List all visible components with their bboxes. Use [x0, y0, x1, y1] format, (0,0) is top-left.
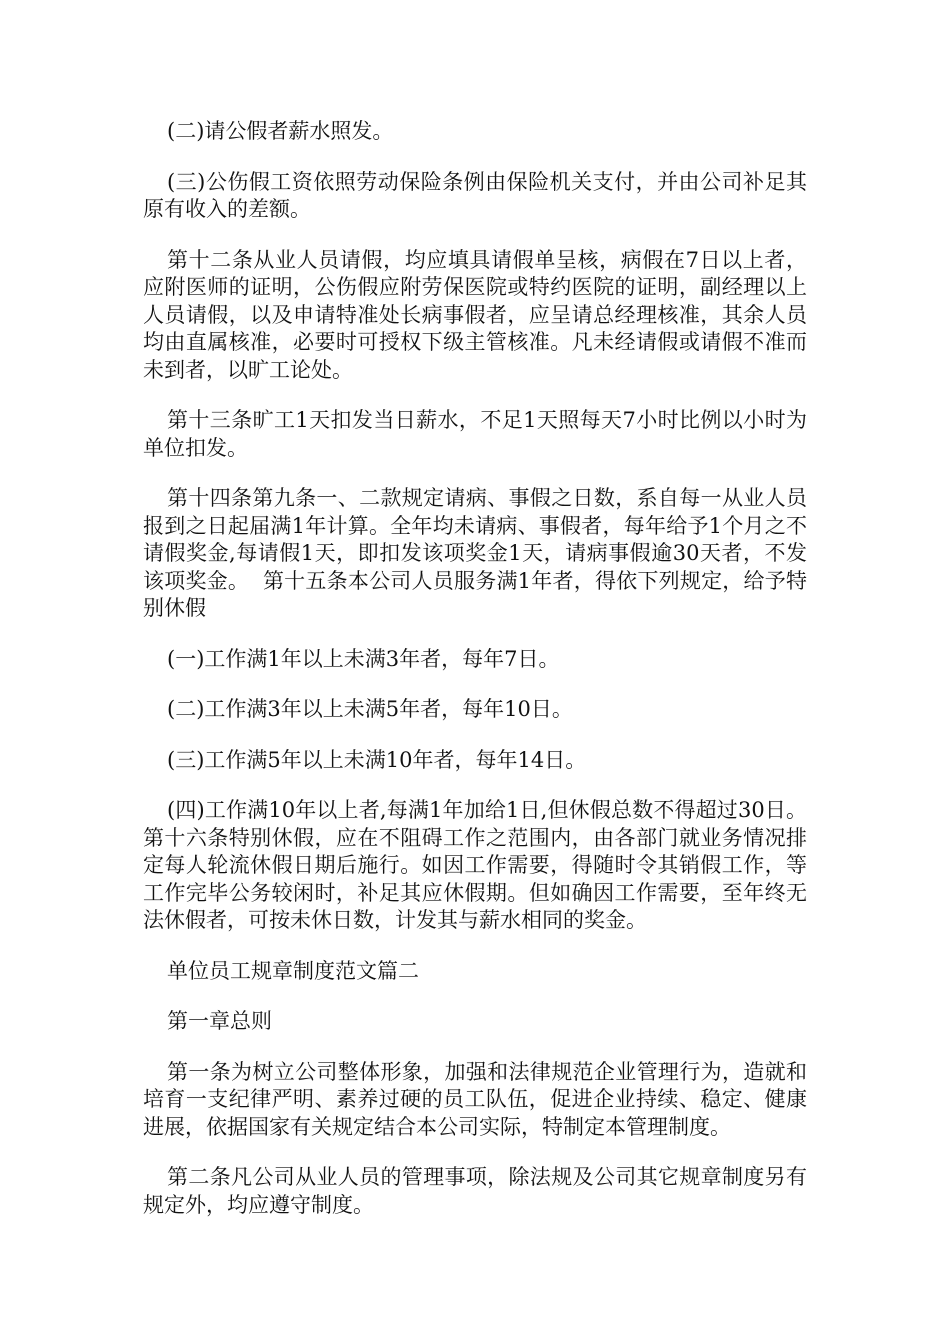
paragraph-article-2: 第二条凡公司从业人员的管理事项，除法规及公司其它规章制度另有规定外，均应遵守制度。 [143, 1165, 807, 1217]
paragraph-public-leave-pay: (二)请公假者薪水照发。 [167, 119, 394, 143]
paragraph-article-14-15: 第十四条第九条一、二款规定请病、事假之日数，系自每一从业人员报到之日起届满1年计算。全年均未请病、事假者，每年给予1个月之不请假奖金,每请假1天，即扣发该项奖金1天，请病事假逾30天者，不发该项奖金。 第十五条本公司人员服务满1年者，得依下列规定，给予特别休假 [143, 486, 807, 620]
document-body [143, 118, 807, 1242]
chapter-heading-general: 第一章总则 [167, 1009, 272, 1033]
paragraph-article-1: 第一条为树立公司整体形象，加强和法律规范企业管理行为，造就和培育一支纪律严明、素养过硬的员工队伍，促进企业持续、稳定、健康进展，依据国家有关规定结合本公司实际，特制定本管理制度。 [143, 1059, 807, 1139]
paragraph-injury-leave-pay: (三)公伤假工资依照劳动保险条例由保险机关支付，并由公司补足其原有收入的差额。 [143, 169, 807, 221]
paragraph-leave-tier-2: (二)工作满3年以上未满5年者，每年10日。 [167, 697, 573, 721]
paragraph-leave-tier-3: (三)工作满5年以上未满10年者，每年14日。 [167, 747, 587, 772]
paragraph-article-13: 第十三条旷工1天扣发当日薪水，不足1天照每天7小时比例以小时为单位扣发。 [143, 408, 807, 460]
paragraph-leave-tier-4-article-16: (四)工作满10年以上者,每满1年加给1日,但休假总数不得超过30日。第十六条特别休假，应在不阻碍工作之范围内，由各部门就业务情况排定每人轮流休假日期后施行。如因工作需要，得随时令其销假工作，等工作完毕公务较闲时，补足其应休假期。但如确因工作需要，至年终无法休假者，可按未休日数，计发其与薪水相同的奖金。 [143, 798, 807, 932]
paragraph-leave-tier-1: (一)工作满1年以上未满3年者，每年7日。 [167, 646, 560, 671]
section-heading-part-two: 单位员工规章制度范文篇二 [167, 958, 419, 983]
paragraph-article-12: 第十二条从业人员请假，均应填具请假单呈核，病假在7日以上者，应附医师的证明，公伤假应附劳保医院或特约医院的证明，副经理以上人员请假，以及申请特准处长病事假者，应呈请总经理核准，其余人员均由直属核准，必要时可授权下级主管核准。凡未经请假或请假不准而未到者，以旷工论处。 [143, 247, 807, 382]
